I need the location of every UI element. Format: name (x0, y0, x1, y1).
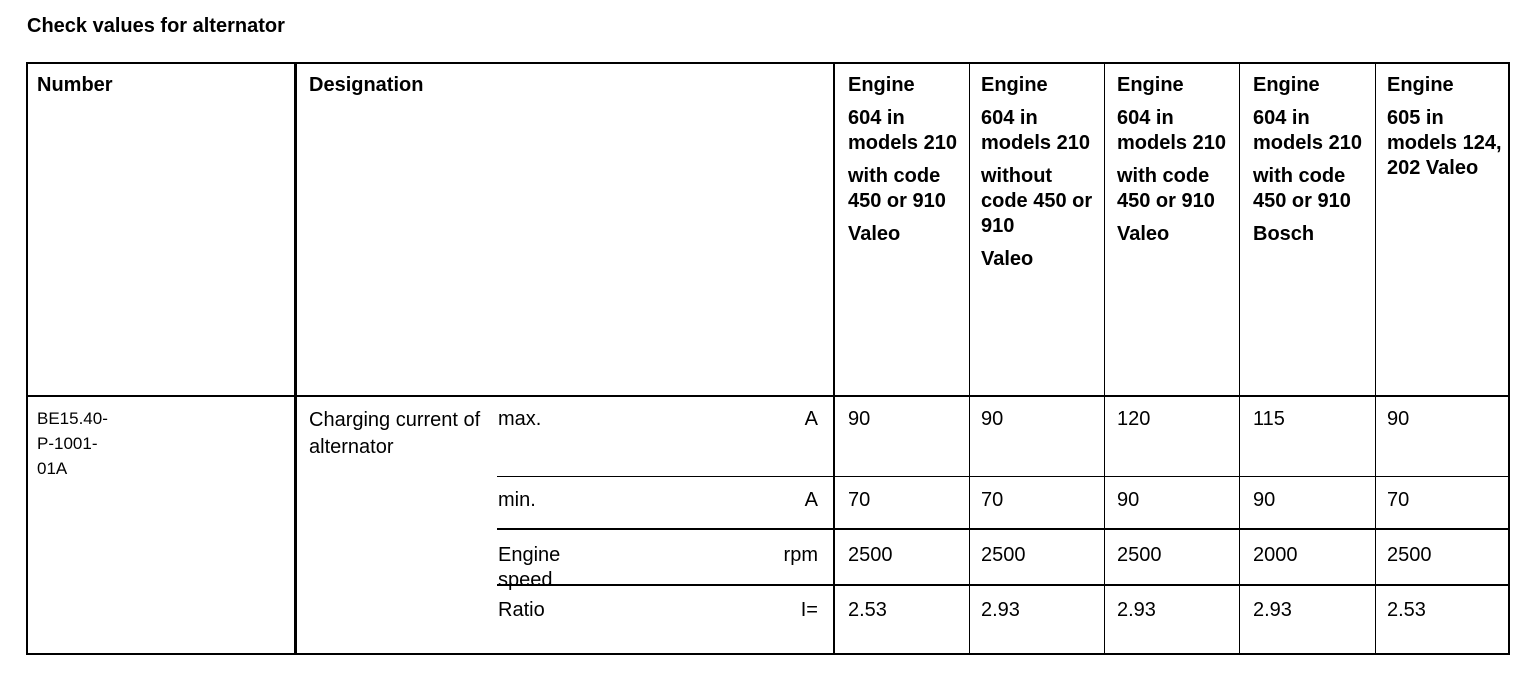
value-max-engine-1: 90 (848, 408, 871, 430)
header-engine-5 (1387, 73, 1505, 181)
value-speed-engine-3: 2500 (1117, 544, 1162, 566)
param-label-engine-speed: Engine speed (498, 544, 561, 591)
engine-5-title: Engine (1387, 74, 1454, 96)
header-engine-4 (1253, 73, 1371, 247)
engine-2-title: Engine (981, 74, 1048, 96)
engine-2-maker: Valeo (981, 248, 1034, 270)
engine-3-code: with code 450 or 910 (1117, 165, 1215, 212)
value-min-engine-4: 90 (1253, 489, 1276, 511)
param-unit-max: A (804, 408, 818, 430)
param-unit-min: A (804, 489, 818, 511)
engine-2-model: 604 in models 210 (981, 107, 1090, 154)
value-speed-engine-1: 2500 (848, 544, 893, 566)
engine-3-maker: Valeo (1117, 223, 1170, 245)
engine-1-model: 604 in models 210 (848, 107, 957, 154)
row-divider-min-speed (497, 528, 1509, 530)
param-unit-ratio: I= (800, 599, 818, 621)
engine-4-title: Engine (1253, 74, 1320, 96)
engine-3-model: 604 in models 210 (1117, 107, 1226, 154)
column-divider-engine-2 (1104, 62, 1105, 655)
engine-1-code: with code 450 or 910 (848, 165, 946, 212)
header-engine-1 (848, 73, 966, 247)
row-designation: Charging current of alternator (309, 409, 481, 458)
value-max-engine-2: 90 (981, 408, 1004, 430)
engine-4-code: with code 450 or 910 (1253, 165, 1351, 212)
header-number: Number (37, 74, 113, 96)
column-divider-number (294, 62, 297, 655)
header-engine-2 (981, 73, 1099, 272)
param-label-ratio: Ratio (498, 599, 545, 621)
value-ratio-engine-2: 2.93 (981, 599, 1020, 621)
value-max-engine-3: 120 (1117, 408, 1151, 430)
value-min-engine-3: 90 (1117, 489, 1140, 511)
column-divider-engine-1 (969, 62, 970, 655)
value-min-engine-1: 70 (848, 489, 871, 511)
column-divider-engine-4 (1375, 62, 1376, 655)
header-engine-3 (1117, 73, 1235, 247)
value-max-engine-5: 90 (1387, 408, 1410, 430)
param-label-min: min. (498, 489, 536, 511)
engine-2-code: without code 450 or 910 (981, 165, 1093, 237)
table-border-right (1508, 62, 1510, 655)
page-title: Check values for alternator (27, 15, 285, 37)
value-speed-engine-4: 2000 (1253, 544, 1298, 566)
column-divider-engine-3 (1239, 62, 1240, 655)
engine-5-model: 605 in models 124, 202 Valeo (1387, 107, 1502, 179)
value-ratio-engine-3: 2.93 (1117, 599, 1156, 621)
engine-3-title: Engine (1117, 74, 1184, 96)
value-speed-engine-2: 2500 (981, 544, 1026, 566)
header-divider (26, 395, 1509, 397)
engine-1-title: Engine (848, 74, 915, 96)
param-label-max: max. (498, 408, 542, 430)
value-speed-engine-5: 2500 (1387, 544, 1432, 566)
row-number: BE15.40-P-1001-01A (37, 409, 108, 478)
value-ratio-engine-1: 2.53 (848, 599, 887, 621)
param-unit-engine-speed: rpm (783, 544, 818, 566)
value-min-engine-5: 70 (1387, 489, 1410, 511)
value-ratio-engine-5: 2.53 (1387, 599, 1426, 621)
header-designation: Designation (309, 74, 424, 96)
value-min-engine-2: 70 (981, 489, 1004, 511)
table-border-top (26, 62, 1509, 64)
value-ratio-engine-4: 2.93 (1253, 599, 1292, 621)
engine-1-maker: Valeo (848, 223, 901, 245)
value-max-engine-4: 115 (1253, 408, 1285, 430)
table-border-bottom (26, 653, 1509, 655)
engine-4-model: 604 in models 210 (1253, 107, 1362, 154)
row-divider-max-min (497, 476, 1509, 477)
row-divider-speed-ratio (497, 584, 1509, 586)
column-divider-designation (833, 62, 835, 655)
engine-4-maker: Bosch (1253, 223, 1315, 245)
table-border-left (26, 62, 28, 655)
